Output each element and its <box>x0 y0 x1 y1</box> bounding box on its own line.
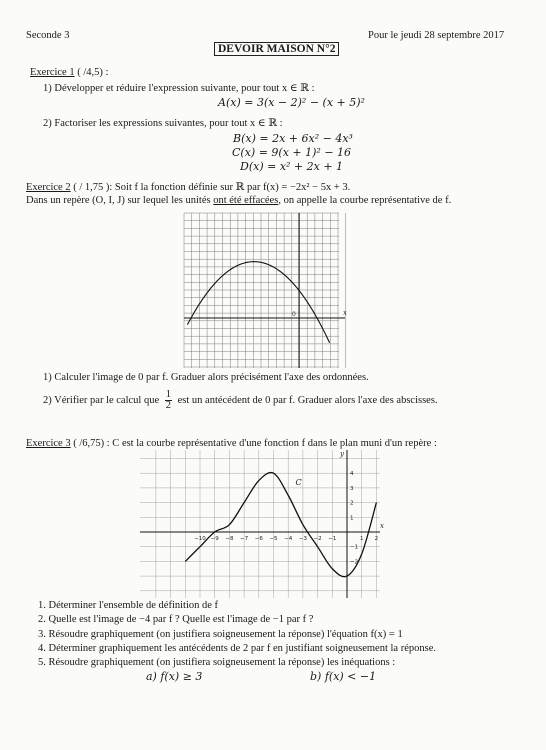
x-tick-label: −6 <box>254 536 263 542</box>
class-name: Seconde 3 <box>26 30 70 41</box>
curve-label: C <box>295 477 302 487</box>
fraction-numerator: 1 <box>165 389 171 400</box>
parabola-curve <box>187 262 329 343</box>
x-tick-label: −10 <box>194 536 206 542</box>
ex2-intro-2c: , on appelle la courbe représentative de f. <box>278 195 452 206</box>
origin-label: 0 <box>292 311 296 318</box>
x-tick-label: −9 <box>210 536 219 542</box>
ex2-intro-1: ( / 1,75 ): Soit f la fonction définie sur ℝ par f(x) = −2x² − 5x + 3. <box>73 182 351 193</box>
ex1-eq-d: D(x) = x² + 2x + 1 <box>240 160 344 173</box>
ex3-question-3: 3. Résoudre graphiquement (on justifiera soigneusement la réponse) l'équation f(x) = 1 <box>38 629 403 640</box>
x-axis-label: x <box>343 309 347 317</box>
y-tick-label: 4 <box>350 471 354 478</box>
fraction-denominator: 2 <box>165 400 171 411</box>
ex1-eq-c: C(x) = 9(x + 1)² − 16 <box>232 146 352 159</box>
ex2-question-2b: est un antécédent de 0 par f. Graduer alors l'axe des abscisses. <box>177 394 438 406</box>
x-tick-label: −7 <box>240 536 249 542</box>
half-fraction <box>165 390 172 411</box>
ex1-eq-b: B(x) = 2x + 6x² − 4x³ <box>233 132 353 145</box>
due-date: Pour le jeudi 28 septembre 2017 <box>368 30 505 41</box>
ex3-question-4: 4. Déterminer graphiquement les antécédents de 2 par f en justifiant soigneusement la réponse. <box>38 643 436 654</box>
x-tick-label: −8 <box>225 536 234 542</box>
ex3-inequation-b: b) f(x) < −1 <box>310 670 377 683</box>
ex1-label: Exercice 1 <box>30 67 75 78</box>
y-tick-label: −2 <box>350 559 359 566</box>
x-tick-label: −1 <box>328 536 337 542</box>
ex1-question-2: 2) Factoriser les expressions suivantes, pour tout x ∈ ℝ : <box>43 118 283 129</box>
y-tick-label: 1 <box>350 515 354 522</box>
ex2-question-2 <box>43 390 438 411</box>
ex3-label: Exercice 3 <box>26 438 71 449</box>
ex2-label: Exercice 2 <box>26 182 71 193</box>
ex1-question-1: 1) Développer et réduire l'expression suivante, pour tout x ∈ ℝ : <box>43 83 315 94</box>
ex3-intro: ( /6,75) : C est la courbe représentative d'une fonction f dans le plan muni d'un repère : <box>73 438 437 449</box>
ex3-question-2: 2. Quelle est l'image de −4 par f ? Quelle est l'image de −1 par f ? <box>38 614 314 625</box>
ex3-heading <box>26 438 437 449</box>
x-tick-label: 2 <box>374 536 379 542</box>
x-tick-label: −4 <box>284 536 293 542</box>
ex1-heading <box>30 67 108 78</box>
ex3-question-1: 1. Déterminer l'ensemble de définition de f <box>38 600 219 611</box>
x-tick-label: −5 <box>269 536 278 542</box>
document-title: DEVOIR MAISON N°2 <box>214 42 339 56</box>
y-tick-label: −1 <box>350 544 359 551</box>
ex2-intro-2b: ont été effacées <box>213 195 279 206</box>
ex2-question-2a: 2) Vérifier par le calcul que <box>43 394 160 406</box>
ex2-intro-2a: Dans un repère (O, I, J) sur lequel les unités <box>26 195 214 206</box>
ex2-question-1: 1) Calculer l'image de 0 par f. Graduer alors précisément l'axe des ordonnées. <box>43 372 369 383</box>
function-graph <box>140 450 390 598</box>
y-axis-label: y <box>340 450 344 458</box>
ex1-points: ( /4,5) : <box>77 67 109 78</box>
parabola-graph <box>181 210 349 368</box>
y-tick-label: 3 <box>350 485 354 492</box>
ex2-intro-2 <box>26 195 451 206</box>
curve-c <box>185 473 376 577</box>
x-tick-label: −3 <box>298 536 307 542</box>
ex1-eq-a: A(x) = 3(x − 2)² − (x + 5)² <box>218 96 365 109</box>
y-tick-label: 2 <box>350 500 354 507</box>
x-tick-label: −2 <box>313 536 322 542</box>
ex3-inequation-a: a) f(x) ≥ 3 <box>146 670 203 683</box>
x-tick-label: 1 <box>359 536 364 542</box>
x-axis-label: x <box>380 522 384 530</box>
ex2-heading <box>26 181 350 193</box>
ex3-question-5: 5. Résoudre graphiquement (on justifiera soigneusement la réponse) les inéquations : <box>38 657 396 668</box>
